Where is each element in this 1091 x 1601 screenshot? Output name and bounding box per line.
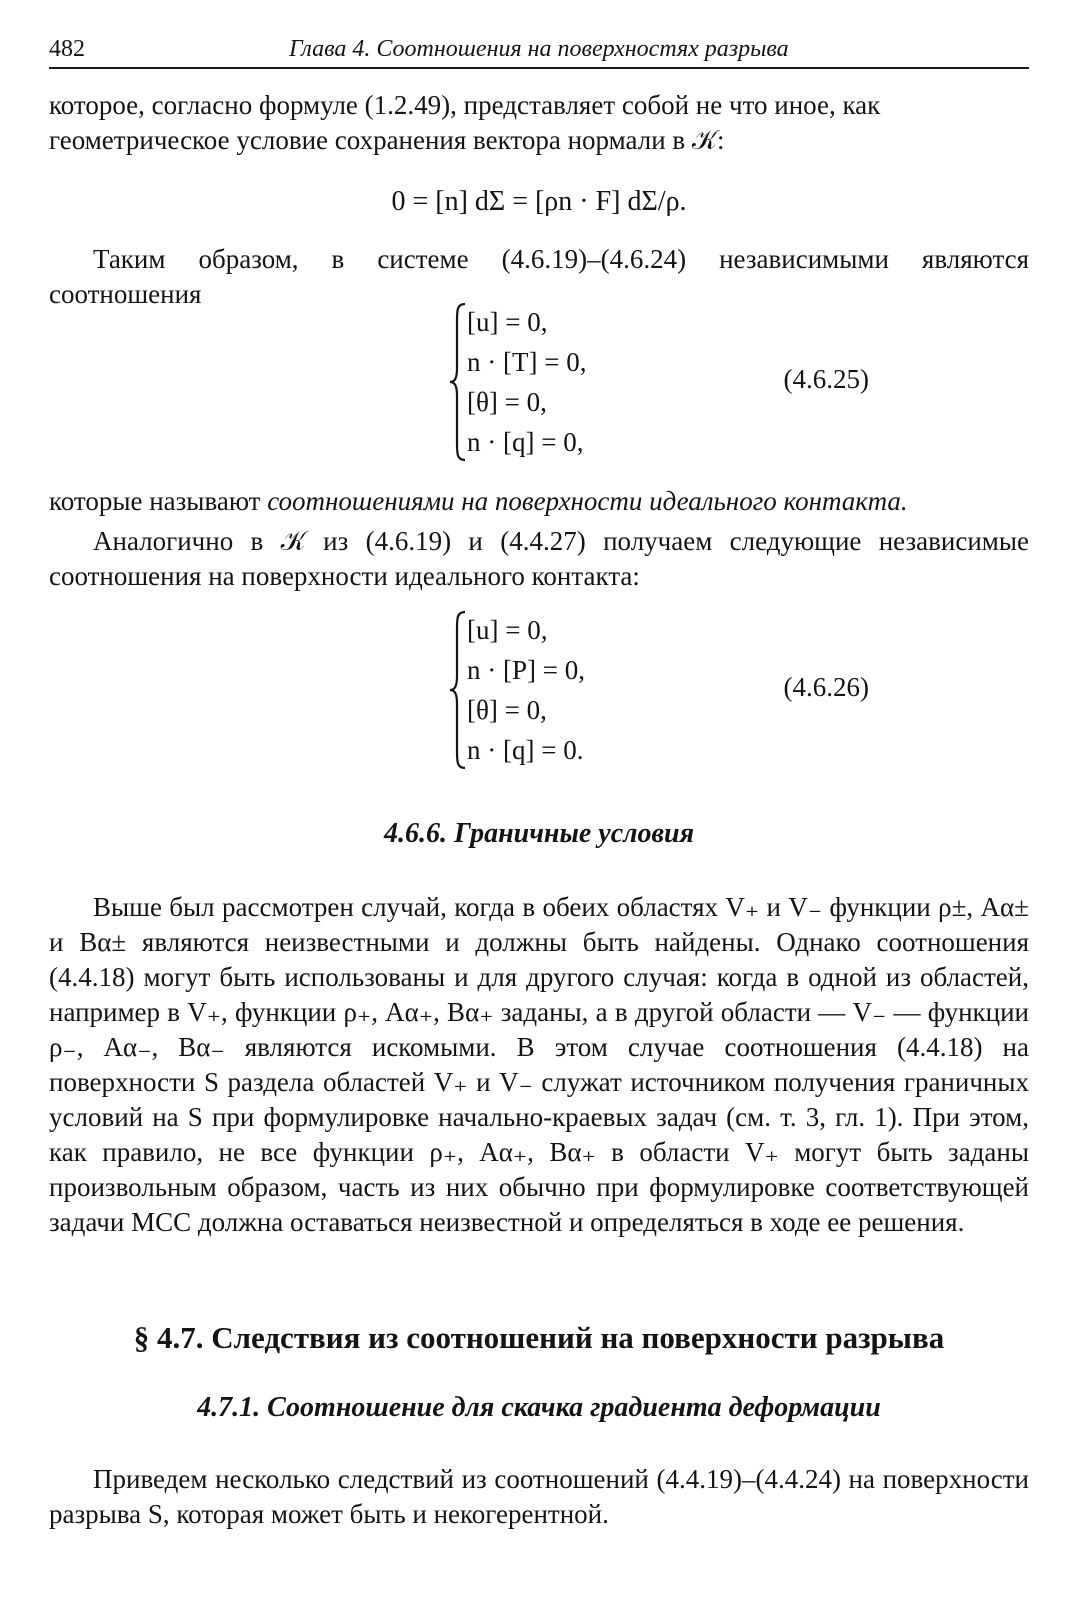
paragraph-1-line-1: которое, согласно формуле (1.2.49), представляет собой не что иное, как <box>49 90 881 120</box>
page-number: 482 <box>49 36 85 62</box>
subsection-heading-471: 4.7.1. Соотношение для скачка градиента деформации <box>197 1392 881 1423</box>
paragraph-5: Выше был рассмотрен случай, когда в обеих областях V₊ и V₋ функции ρ±, Aα± и Bα± являются неизвестными и должны быть найдены. Однако соотношения (4.4.18) могут быть использованы и для другого случая: когда в одной из областей, например в V₊, функции ρ₊, Aα₊, Bα₊ заданы, а в другой области — V₋ — функции ρ₋, Aα₋, Bα₋ являются искомыми. В этом случае соотношения (4.4.18) на поверхности S раздела областей V₊ и V₋ служат источником получения граничных условий на S при формулировке начально-краевых задач (см. т. 3, гл. 1). При этом, как правило, не все функции ρ₊, Aα₊, Bα₊ в области V₊ могут быть заданы произвольным образом, часть из них обычно при формулировке соответствующей задачи МСС должна оставаться неизвестной и определяться в ходе ее решения. <box>49 892 1029 1237</box>
header-rule <box>49 67 1029 69</box>
equation-stress-jump: n · [T] = 0, <box>467 347 587 377</box>
equation-velocity-jump: [u] = 0, <box>467 307 548 337</box>
paragraph-2: Таким образом, в системе (4.6.19)–(4.6.24) независимыми являются соотношения <box>49 244 1029 309</box>
normal-conservation-formula: 0 = [n] dΣ = [ρn · F] dΣ/ρ. <box>391 186 687 217</box>
book-page <box>49 0 1029 1601</box>
equation-heat-flux-jump: n · [q] = 0, <box>467 427 584 457</box>
equation-temperature-jump: [θ] = 0, <box>467 695 547 725</box>
section-heading-47: § 4.7. Следствия из соотношений на поверхности разрыва <box>133 1320 945 1355</box>
paragraph-1 <box>49 88 1029 158</box>
paragraph-1-line-2: геометрическое условие сохранения вектора нормали в 𝒦: <box>49 125 725 155</box>
paragraph-3-text: которые называют <box>49 486 268 516</box>
equation-temperature-jump: [θ] = 0, <box>467 387 547 417</box>
running-header <box>49 36 1029 66</box>
equation-number: (4.6.25) <box>783 364 869 394</box>
paragraph-3 <box>49 484 1029 519</box>
left-brace-icon <box>449 302 467 462</box>
equation-list <box>467 302 586 462</box>
left-brace-icon <box>449 610 467 770</box>
running-title: Глава 4. Соотношения на поверхностях разрыва <box>289 36 789 62</box>
equation-number: (4.6.26) <box>783 672 869 702</box>
paragraph-4: Аналогично в 𝒦 из (4.6.19) и (4.4.27) получаем следующие независимые соотношения на поверхности идеального контакта: <box>49 526 1029 591</box>
term-ideal-contact: соотношениями на поверхности идеального контакта. <box>267 486 908 516</box>
equation-system-4626 <box>449 610 869 770</box>
equation-list <box>467 610 585 770</box>
paragraph-6: Приведем несколько следствий из соотношений (4.4.19)–(4.4.24) на поверхности разрыва S, которая может быть и некогерентной. <box>49 1464 1029 1529</box>
equation-heat-flux-jump: n · [q] = 0. <box>467 735 584 765</box>
subsection-heading-466: 4.6.6. Граничные условия <box>383 818 695 849</box>
equation-piola-stress-jump: n · [P] = 0, <box>467 655 585 685</box>
equation-velocity-jump: [u] = 0, <box>467 615 548 645</box>
equation-system-4625 <box>449 302 869 462</box>
